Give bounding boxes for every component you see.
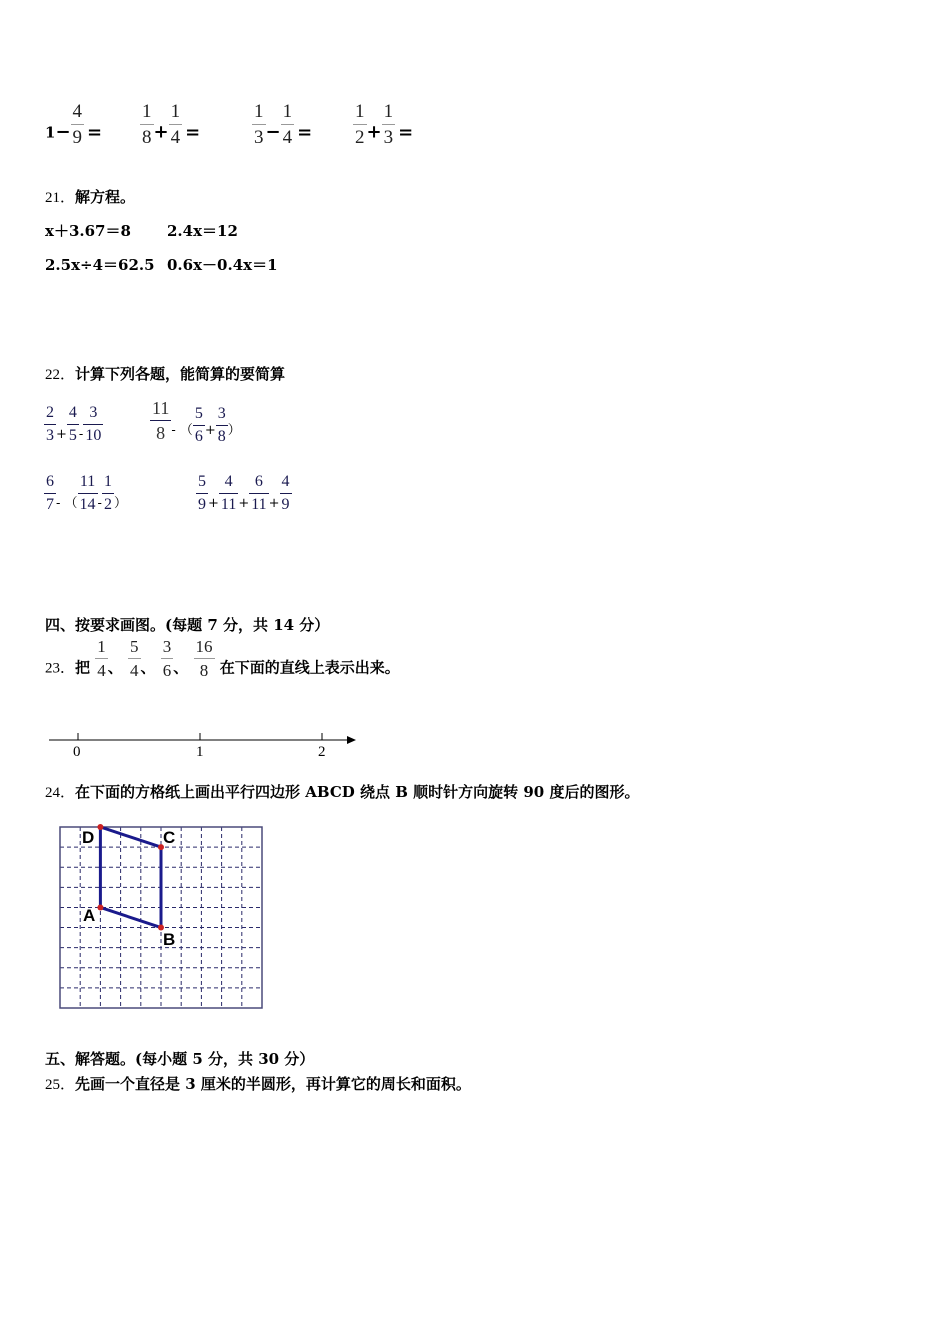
equals: =	[185, 121, 201, 143]
oral-calc-1	[45, 102, 105, 147]
denominator: 7	[46, 496, 54, 513]
fraction	[252, 102, 266, 147]
denominator: 4	[170, 127, 181, 148]
operator: - （	[56, 496, 78, 511]
operator: −	[55, 121, 71, 143]
denominator: 5	[68, 427, 77, 444]
denominator: 8	[142, 127, 152, 148]
operator: - （	[171, 423, 193, 438]
numerator: 6	[249, 474, 268, 494]
numerator: 6	[44, 474, 56, 494]
text: 把	[75, 658, 91, 677]
equation: 2.5x÷4＝62.5	[45, 256, 155, 274]
tick-label: 1	[196, 744, 204, 760]
numerator: 1	[353, 102, 367, 125]
denominator: 14	[79, 496, 96, 513]
point-a	[97, 904, 103, 910]
point-label-c: C	[163, 828, 176, 847]
expression-1	[44, 405, 103, 444]
operator: +	[204, 423, 216, 438]
equals: =	[398, 121, 414, 143]
paren: ）	[113, 496, 127, 511]
point-d	[97, 824, 103, 830]
denominator: 9	[281, 496, 290, 513]
question-number: 22．	[45, 367, 76, 383]
denominator: 9	[198, 496, 206, 513]
numerator: 5	[193, 406, 205, 426]
point-label-d: D	[82, 828, 95, 847]
q25-text	[45, 1073, 471, 1094]
oral-calc-2	[140, 102, 203, 147]
tick-label: 2	[318, 744, 326, 760]
text: 在下面的直线上表示出来。	[219, 658, 400, 677]
numerator: 1	[102, 474, 114, 494]
separator: 、	[173, 658, 189, 677]
q21-heading	[45, 186, 135, 207]
operator: +	[238, 496, 250, 511]
question-text: 先画一个直径是 3 厘米的半圆形，再计算它的周长和面积。	[75, 1075, 471, 1093]
denominator: 8	[199, 661, 209, 680]
question-title: 计算下列各题，能简算的要简算	[75, 365, 286, 383]
numerator: 4	[219, 474, 238, 494]
expression-2	[150, 396, 241, 445]
numerator: 16	[194, 638, 215, 659]
denominator: 2	[355, 127, 365, 148]
denominator: 3	[46, 427, 54, 444]
denominator: 8	[156, 423, 166, 443]
arrow-icon	[347, 736, 356, 744]
denominator: 3	[383, 127, 394, 148]
equation: x＋3.67＝8	[45, 222, 131, 240]
question-text: 在下面的方格纸上画出平行四边形 ABCD 绕点 B 顺时针方向旋转 90 度后的图形。	[75, 783, 640, 801]
numerator: 1	[252, 102, 266, 125]
denominator: 11	[251, 496, 267, 513]
question-number: 24．	[45, 785, 76, 801]
denominator: 6	[162, 661, 172, 680]
operator: −	[265, 121, 281, 143]
fraction	[353, 102, 367, 147]
numerator: 4	[280, 474, 292, 494]
operator: -	[78, 427, 84, 442]
section-heading-5: 五、解答题。(每小题 5 分，共 30 分）	[45, 1050, 315, 1068]
equation: 2.4x＝12	[167, 222, 238, 240]
equals: =	[87, 121, 103, 143]
operator: +	[153, 121, 169, 143]
q22-heading	[45, 363, 285, 384]
denominator: 4	[282, 127, 293, 148]
equals: =	[297, 121, 313, 143]
numerator: 4	[67, 405, 79, 425]
q24-text	[45, 781, 639, 802]
numerator: 1	[281, 102, 295, 125]
numerator: 1	[382, 102, 396, 125]
q23-text	[45, 638, 400, 679]
operator: +	[268, 496, 280, 511]
numerator: 1	[95, 638, 108, 659]
numerator: 3	[83, 405, 103, 425]
operator: +	[366, 121, 382, 143]
denominator: 9	[72, 127, 83, 148]
numerator: 5	[128, 638, 141, 659]
denominator: 3	[254, 127, 264, 148]
numerator: 1	[169, 102, 183, 125]
tick-label: 0	[73, 744, 81, 760]
numerator: 3	[161, 638, 174, 659]
oral-calc-3	[252, 102, 315, 147]
numerator: 3	[216, 406, 228, 426]
point-label-a: A	[83, 906, 96, 925]
numerator: 11	[150, 399, 171, 421]
denominator: 2	[103, 496, 112, 513]
fraction	[281, 102, 295, 147]
whole-number: 1	[45, 123, 56, 142]
fraction	[382, 102, 396, 147]
question-number: 23．	[45, 660, 76, 677]
numerator: 5	[196, 474, 208, 494]
question-title: 解方程。	[75, 188, 136, 206]
denominator: 8	[217, 428, 226, 445]
operator: -	[97, 496, 102, 511]
equation: 0.6x－0.4x＝1	[167, 256, 278, 274]
point-label-b: B	[163, 930, 176, 949]
question-number: 25．	[45, 1077, 76, 1093]
separator: 、	[107, 658, 123, 677]
operator: +	[56, 427, 67, 442]
operator: +	[208, 496, 219, 511]
parallelogram-abcd	[100, 827, 161, 928]
fraction	[140, 102, 154, 147]
expression-3	[44, 474, 127, 513]
denominator: 6	[194, 428, 203, 445]
paren: ）	[227, 423, 241, 438]
oral-calc-4	[353, 102, 416, 147]
denominator: 10	[85, 427, 102, 444]
question-number: 21．	[45, 190, 76, 206]
separator: 、	[140, 658, 156, 677]
denominator: 4	[97, 661, 106, 680]
section-heading-4: 四、按要求画图。(每题 7 分，共 14 分）	[45, 616, 330, 634]
expression-4	[196, 474, 292, 513]
denominator: 11	[220, 496, 237, 513]
fraction	[169, 102, 183, 147]
denominator: 4	[130, 661, 139, 680]
fraction	[71, 102, 85, 147]
numerator: 2	[44, 405, 56, 425]
numerator: 4	[71, 102, 85, 125]
numerator: 1	[140, 102, 154, 125]
numerator: 11	[78, 474, 98, 494]
